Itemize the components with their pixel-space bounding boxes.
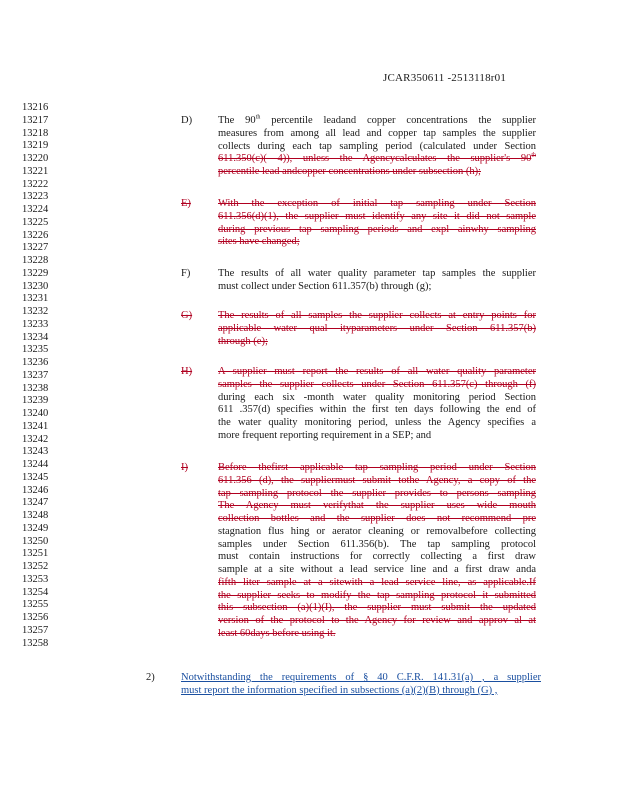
line-number: 13240: [22, 408, 49, 419]
text-line: [218, 526, 536, 539]
text-line: [218, 539, 536, 552]
body-text: The 90: [218, 115, 256, 126]
line-number: 13223: [22, 191, 49, 203]
item-label-h: H): [181, 366, 193, 377]
body-text: percentile lead: [260, 115, 341, 126]
body-text: th: [255, 114, 261, 121]
text-line: [218, 513, 536, 526]
line-number: 13248: [22, 510, 49, 521]
text-line: [218, 417, 536, 430]
text-line: [218, 211, 536, 224]
line-number: 13245: [22, 471, 49, 483]
text-line: [181, 672, 541, 685]
line-number: 13232: [22, 306, 49, 317]
line-number: 13233: [22, 318, 49, 330]
text-line: [218, 336, 536, 349]
paragraph-2: [181, 672, 541, 698]
line-number: 13249: [22, 522, 49, 534]
deleted-text: 611.356(d)(1), the supplier must identify any site it did not sample: [218, 210, 536, 222]
line-number: 13220: [22, 153, 49, 164]
text-line: [218, 310, 536, 323]
deleted-text: 611.350(c)( 4)), unless the Agencycalculates the supplier's 90: [218, 153, 532, 165]
text-line: [218, 128, 536, 141]
body-text: during each six -month water quality monitoring period Section: [218, 391, 536, 403]
line-number: 13229: [22, 267, 49, 279]
line-number: 13219: [22, 140, 49, 152]
body-text: collects during each tap sampling period (calculated under Section: [218, 140, 536, 152]
line-number: 13227: [22, 242, 49, 254]
item-label-i: I): [181, 462, 188, 473]
deleted-text: applicable water qual ityparameters under Section 611.357(b): [218, 322, 536, 334]
line-number: 13257: [22, 624, 49, 636]
line-number: 13235: [22, 344, 49, 356]
body-text: and: [340, 115, 357, 126]
line-number: 13254: [22, 586, 49, 598]
line-number: 13239: [22, 395, 49, 407]
paragraph-g: [218, 310, 536, 348]
text-line: [218, 500, 536, 513]
line-number: 13225: [22, 216, 49, 228]
body-text: measures from among all lead and copper tap samples the supplier: [218, 127, 536, 139]
deleted-text: The results of all samples the supplier collects at entry points for: [218, 310, 536, 321]
line-number: 13242: [22, 433, 49, 445]
text-line: [218, 577, 536, 590]
line-number: 13218: [22, 127, 49, 139]
text-line: [218, 551, 536, 564]
deleted-text: collection bottles and the supplier does not recommend pre: [218, 513, 536, 524]
line-number: 13234: [22, 331, 49, 343]
document-header: JCAR350611 -2513118r01: [383, 72, 507, 84]
line-number: 13258: [22, 637, 49, 649]
line-number: 13217: [22, 114, 49, 126]
body-text: samples under Section 611.356(b). The tap sampling protocol: [218, 538, 536, 550]
text-line: [218, 366, 536, 379]
paragraph-i: [218, 462, 536, 641]
deleted-text: th: [531, 152, 536, 159]
item-label-e: E): [181, 198, 191, 209]
text-line: [218, 590, 536, 603]
item-label-g: G): [181, 310, 193, 321]
body-text: must contain instructions for correctly collecting a first draw: [218, 551, 536, 563]
line-number: 13247: [22, 497, 49, 509]
text-line: [218, 615, 536, 628]
line-number: 13255: [22, 599, 49, 611]
line-number: 13226: [22, 229, 49, 241]
text-line: [218, 475, 536, 488]
inserted-text: Notwithstanding the requirements of § 40 C.F.R. 141.31(a) , a supplier: [181, 672, 541, 683]
body-text: The results of all water quality parameter tap samples the supplier: [218, 268, 536, 279]
line-number: 13238: [22, 382, 49, 394]
line-number: 13250: [22, 535, 49, 547]
line-number: 13231: [22, 293, 49, 305]
text-line: [218, 153, 536, 166]
deleted-text: 611.356 (d), the suppliermust submit tothe Agency, a copy of the: [218, 474, 536, 486]
inserted-text: must report the information specified in subsections (a)(2)(B) through (G) ,: [181, 684, 498, 696]
body-text: must collect under Section 611.357(b) through (g);: [218, 280, 432, 292]
text-line: [218, 404, 536, 417]
text-line: [218, 379, 536, 392]
deleted-text: least 60days before using it.: [218, 627, 336, 639]
deleted-text: version of the protocol to the Agency for review and approv al at: [218, 615, 536, 626]
deleted-text: through (e);: [218, 335, 268, 347]
body-text: more frequent reporting requirement in a SEP; and: [218, 429, 432, 441]
body-text: the water quality monitoring period, unless the Agency specifies a: [218, 417, 536, 428]
line-number: 13253: [22, 573, 49, 585]
deleted-text: The Agency must verifythat the supplier uses wide mouth: [218, 500, 536, 512]
line-number: 13222: [22, 178, 49, 190]
text-line: [218, 488, 536, 501]
text-line: [218, 236, 536, 249]
body-text: 611 .357(d) specifies within the first ten days following the end of: [218, 404, 536, 416]
text-line: [181, 685, 541, 698]
text-line: [218, 430, 536, 443]
deleted-text: the supplier seeks to modify the tap sampling protocol it submitted: [218, 589, 536, 601]
item-label-d: D): [181, 115, 193, 126]
text-line: [218, 564, 536, 577]
line-number: 13216: [22, 102, 49, 113]
line-number: 13243: [22, 446, 49, 458]
item-label-2: 2): [146, 672, 155, 683]
deleted-text: during previous tap sampling periods and expl ainwhy sampling: [218, 223, 536, 235]
body-text: copper concentrations the supplier: [356, 115, 536, 126]
deleted-text: sites have changed;: [218, 236, 300, 248]
deleted-text: fifth liter sample at a sitewith a lead service line, as applicable.If: [218, 576, 536, 588]
line-number: 13230: [22, 280, 49, 292]
deleted-text: With the exception of initial tap sampling under Section: [218, 198, 536, 209]
paragraph-h: [218, 366, 536, 443]
deleted-text: tap sampling protocol the supplier provides to persons sampling: [218, 487, 536, 499]
deleted-text: Before thefirst applicable tap sampling period under Section: [218, 462, 536, 473]
line-number: 13252: [22, 561, 49, 572]
paragraph-f: [218, 268, 536, 294]
line-number: 13244: [22, 459, 49, 470]
line-number: 13221: [22, 165, 49, 177]
text-line: [218, 323, 536, 336]
text-line: [218, 628, 536, 641]
line-number-column: [22, 102, 48, 650]
text-line: [218, 141, 536, 154]
line-number: 13241: [22, 420, 49, 432]
text-line: [218, 166, 536, 179]
line-number: 13246: [22, 484, 49, 496]
paragraph-d: [218, 115, 536, 179]
deleted-text: A supplier must report the results of all water quality parameter: [218, 366, 536, 377]
line-number: 13256: [22, 612, 49, 623]
item-label-f: F): [181, 268, 191, 279]
text-line: [218, 224, 536, 237]
body-text: stagnation flus hing or aerator cleaning or removalbefore collecting: [218, 525, 536, 537]
deleted-text: this subsection (a)(1)(I), the supplier must submit the updated: [218, 602, 536, 614]
deleted-text: samples the supplier collects under Section 611.357(c) through (f): [218, 378, 536, 390]
line-number: 13251: [22, 548, 49, 560]
line-number: 13237: [22, 369, 49, 381]
text-line: [218, 281, 536, 294]
body-text: sample at a site without a lead service line and a first draw anda: [218, 564, 536, 575]
text-line: [218, 115, 536, 128]
text-line: [218, 462, 536, 475]
line-number: 13228: [22, 255, 49, 266]
text-line: [218, 392, 536, 405]
text-line: [218, 268, 536, 281]
line-number: 13236: [22, 357, 49, 368]
paragraph-e: [218, 198, 536, 249]
line-number: 13224: [22, 204, 49, 215]
text-line: [218, 198, 536, 211]
deleted-text: percentile lead andcopper concentrations under subsection (h);: [218, 166, 481, 177]
text-line: [218, 602, 536, 615]
